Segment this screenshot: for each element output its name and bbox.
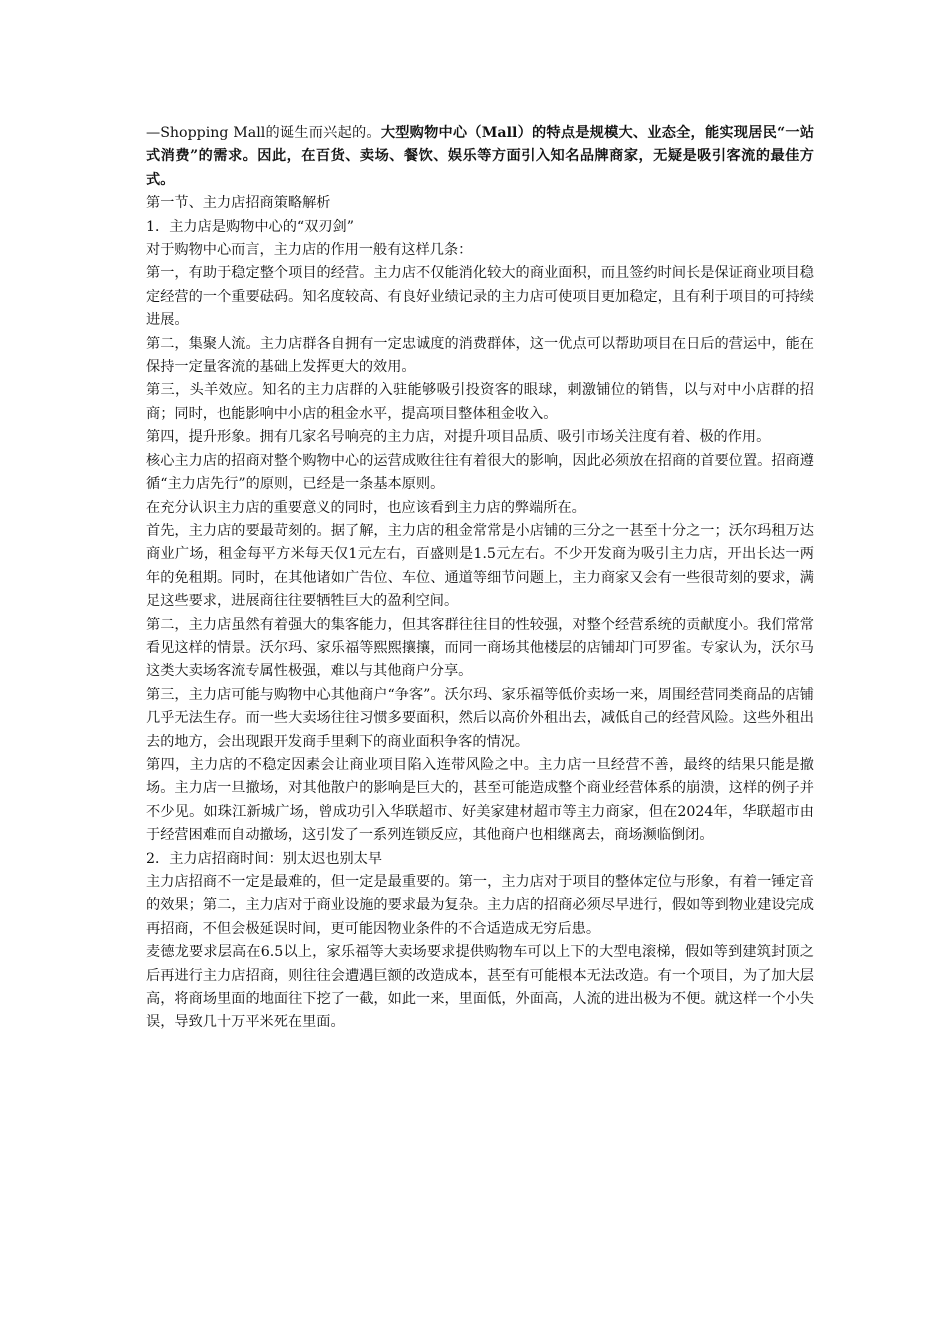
intro-bold-text: 大型购物中心（Mall）的特点是规模大、业态全，能实现居民“一站式消费”的需求。因此，在百货、卖场、餐饮、娱乐等方面引入知名品牌商家，无疑是吸引客流的最佳方式。 xyxy=(146,125,815,188)
paragraph: 在充分认识主力店的重要意义的同时，也应该看到主力店的弊端所在。 xyxy=(146,499,586,516)
paragraph: 对于购物中心而言，主力店的作用一般有这样几条： xyxy=(146,242,473,259)
section-heading: 第一节、主力店招商策略解析 xyxy=(146,195,331,212)
paragraph: 第三，主力店可能与购物中心其他商户“争客”。沃尔玛、家乐福等低价卖场一来，周围经营同类商品的店铺几乎无法生存。而一些大卖场往往习惯多要面积，然后以高价外租出去，减低自己的经营风险。这些外租出去的地方，会出现跟开发商手里剩下的商业面积争客的情况。 xyxy=(146,686,814,750)
document-body xyxy=(146,122,814,1035)
subsection-heading: 2．主力店招商时间：别太迟也别太早 xyxy=(146,850,383,867)
paragraph: 第二，主力店虽然有着强大的集客能力，但其客群往往目的性较强，对整个经营系统的贡献度小。我们常常看见这样的情景。沃尔玛、家乐福等熙熙攘攘，而同一商场其他楼层的店铺却门可罗雀。专家认为，沃尔马这类大卖场客流专属性极强，难以与其他商户分享。 xyxy=(146,616,814,680)
subsection-heading: 1．主力店是购物中心的“双刃剑” xyxy=(146,218,354,235)
paragraph: 第四，主力店的不稳定因素会让商业项目陷入连带风险之中。主力店一旦经营不善，最终的结果只能是撤场。主力店一旦撤场，对其他散户的影响是巨大的，甚至可能造成整个商业经营体系的崩溃，这样的例子并不少见。如珠江新城广场，曾成功引入华联超市、好美家建材超市等主力商家，但在2024年，华联超市由于经营困难而自动撤场，这引发了一系列连锁反应，其他商户也相继离去，商场濒临倒闭。 xyxy=(146,756,814,844)
intro-text: —Shopping Mall的诞生而兴起的。 xyxy=(146,125,381,141)
paragraph: 首先，主力店的要最苛刻的。据了解，主力店的租金常常是小店铺的三分之一甚至十分之一；沃尔玛租万达商业广场，租金每平方米每天仅1元左右，百盛则是1.5元左右。不少开发商为吸引主力店，开出长达一两年的免租期。同时，在其他诸如广告位、车位、通道等细节问题上，主力商家又会有一些很苛刻的要求，满足这些要求，进展商往往要牺牲巨大的盈利空间。 xyxy=(146,522,814,610)
paragraph: 核心主力店的招商对整个购物中心的运营成败往往有着很大的影响，因此必须放在招商的首要位置。招商遵循“主力店先行”的原则，已经是一条基本原则。 xyxy=(146,452,814,493)
intro-paragraph xyxy=(146,122,814,192)
paragraph: 麦德龙要求层高在6.5以上，家乐福等大卖场要求提供购物车可以上下的大型电滚梯，假如等到建筑封顶之后再进行主力店招商，则往往会遭遇巨额的改造成本，甚至有可能根本无法改造。有一个项目，为了加大层高，将商场里面的地面往下挖了一截，如此一来，里面低，外面高，人流的进出极为不便。就这样一个小失误，导致几十万平米死在里面。 xyxy=(146,944,814,1031)
paragraph: 第四，提升形象。拥有几家名号响亮的主力店，对提升项目品质、吸引市场关注度有着、极的作用。 xyxy=(146,429,771,446)
paragraph: 第一，有助于稳定整个项目的经营。主力店不仅能消化较大的商业面积，而且签约时间长是保证商业项目稳定经营的一个重要砝码。知名度较高、有良好业绩记录的主力店可使项目更加稳定，且有利于项目的可持续进展。 xyxy=(146,265,814,329)
paragraph: 第二，集聚人流。主力店群各自拥有一定忠诚度的消费群体，这一优点可以帮助项目在日后的营运中，能在保持一定量客流的基础上发挥更大的效用。 xyxy=(146,335,814,376)
paragraph: 主力店招商不一定是最难的，但一定是最重要的。第一，主力店对于项目的整体定位与形象，有着一锤定音的效果；第二，主力店对于商业设施的要求最为复杂。主力店的招商必须尽早进行，假如等到物业建设完成再招商，不但会极延误时间，更可能因物业条件的不合适造成无穷后患。 xyxy=(146,874,814,937)
paragraph: 第三，头羊效应。知名的主力店群的入驻能够吸引投资客的眼球，刺激铺位的销售，以与对中小店群的招商；同时，也能影响中小店的租金水平，提高项目整体租金收入。 xyxy=(146,382,814,422)
